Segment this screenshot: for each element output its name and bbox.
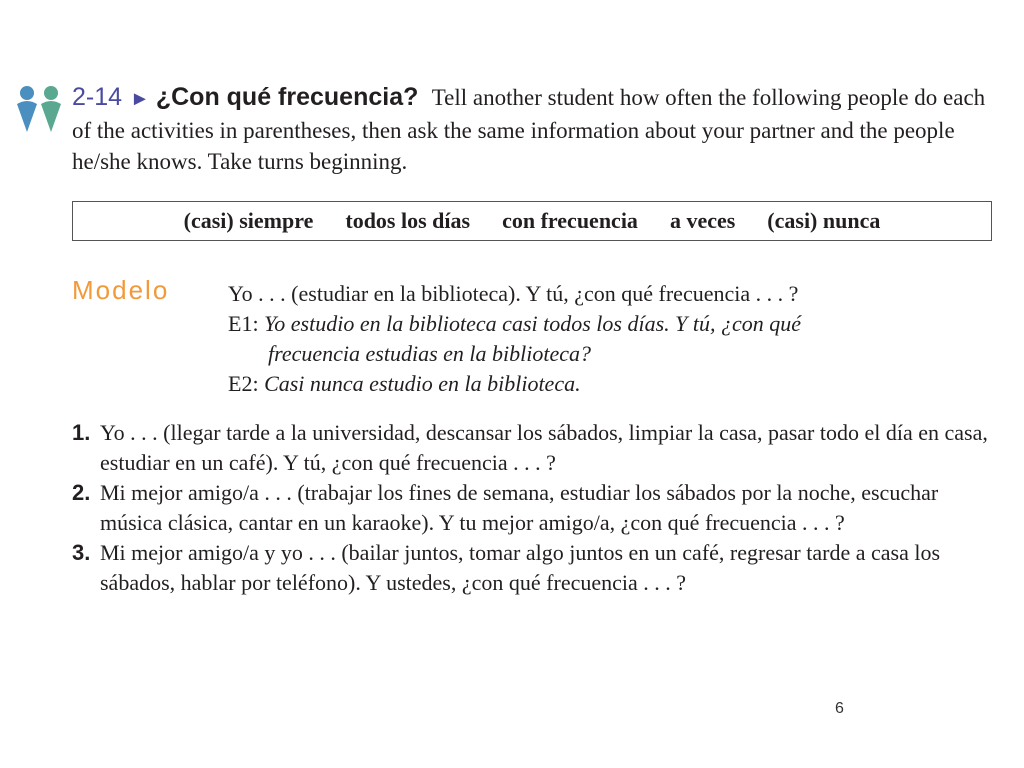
item-text: Mi mejor amigo/a . . . (trabajar los fines de semana, estudiar los sábados por la noche, escuchar música clásica, cantar en un karaoke). Y tu mejor amigo/a, ¿con qué frecuencia . . . ?	[100, 480, 939, 535]
modelo-e2	[228, 369, 998, 399]
item-number: 1.	[72, 420, 91, 445]
e1-text-line1: Yo estudio en la biblioteca casi todos los días. Y tú, ¿con qué	[264, 311, 802, 336]
pair-work-icon	[14, 84, 68, 134]
exercise-number: 2-14	[72, 83, 123, 111]
modelo-e1	[228, 309, 998, 339]
word-bank-item: con frecuencia	[502, 208, 638, 233]
e2-label: E2:	[228, 371, 259, 396]
item-number: 2.	[72, 480, 91, 505]
list-item	[72, 538, 1002, 598]
exercise-items	[72, 418, 1002, 598]
modelo-prompt: Yo . . . (estudiar en la biblioteca). Y tú, ¿con qué frecuencia . . . ?	[228, 281, 799, 306]
modelo-label: Modelo	[72, 275, 170, 305]
list-item	[72, 418, 1002, 478]
word-bank-item: (casi) nunca	[767, 208, 881, 233]
word-bank-item: (casi) siempre	[183, 208, 314, 233]
item-number: 3.	[72, 540, 91, 565]
e1-text-line2: frecuencia estudias en la biblioteca?	[268, 341, 591, 366]
exercise-heading	[72, 82, 1002, 177]
word-bank-item: a veces	[669, 208, 736, 233]
item-text: Yo . . . (llegar tarde a la universidad, descansar los sábados, limpiar la casa, pasar todo el día en casa, estudiar en un café). Y tú, ¿con qué frecuencia . . . ?	[100, 420, 988, 475]
page-number: 6	[835, 700, 844, 717]
exercise-title: ¿Con qué frecuencia?	[155, 83, 419, 111]
e2-text: Casi nunca estudio en la biblioteca.	[264, 371, 581, 396]
modelo-example	[228, 279, 998, 399]
play-arrow-icon: ►	[130, 88, 150, 110]
item-text: Mi mejor amigo/a y yo . . . (bailar juntos, tomar algo juntos en un café, regresar tarde a casa los sábados, hablar por teléfono). Y ustedes, ¿con qué frecuencia . . . ?	[100, 540, 941, 595]
word-bank-item: todos los días	[345, 208, 471, 233]
list-item	[72, 478, 1002, 538]
word-bank	[72, 201, 992, 241]
e1-label: E1:	[228, 311, 259, 336]
exercise-instructions: Tell another student how often the following people do each of the activities in parentheses, then ask the same information about your partner and the people he/she knows. Take turns beginning.	[72, 85, 986, 174]
